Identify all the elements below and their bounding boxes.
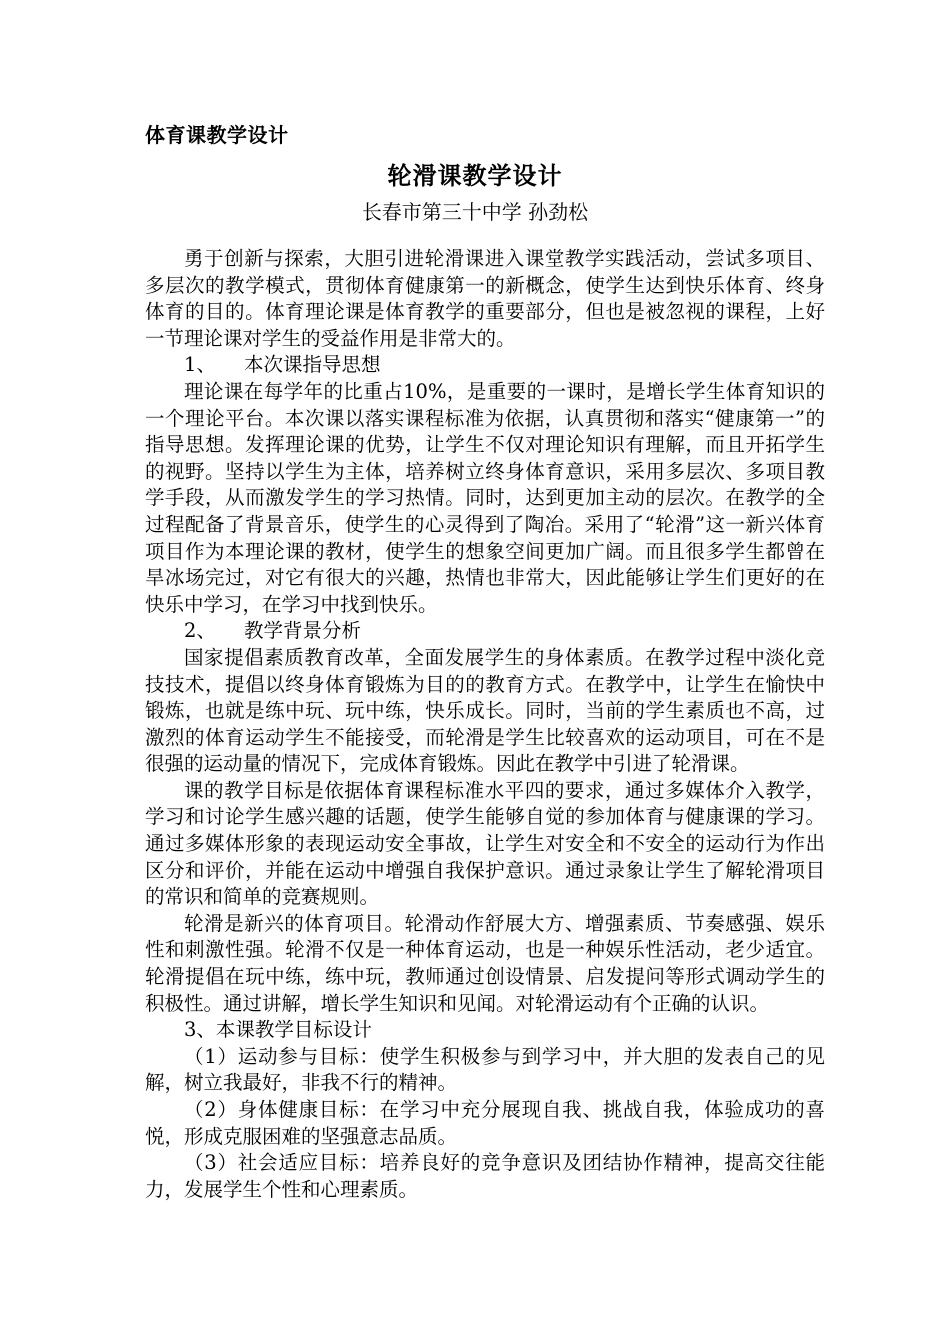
section-1-paragraph: 理论课在每学年的比重占10%，是重要的一课时，是增长学生体育知识的一个理论平台。本次课以落实课程标准为依据，认真贯彻和落实“健康第一”的指导思想。发挥理论课的优势，让学生不仅对理论知识有理解，而且开拓学生的视野。坚持以学生为主体，培养树立终身体育意识，采用多层次、多项目教学手段，从而激发学生的学习热情。同时，达到更加主动的层次。在教学的全过程配备了背景音乐，使学生的心灵得到了陶冶。采用了“轮滑”这一新兴体育项目作为本理论课的教材，使学生的想象空间更加广阔。而且很多学生都曾在旱冰场完过，对它有很大的兴趣，热情也非常大，因此能够让学生们更好的在快乐中学习，在学习中找到快乐。 <box>145 379 825 616</box>
section-2-heading <box>145 618 825 645</box>
intro-paragraph: 勇于创新与探索，大胆引进轮滑课进入课堂教学实践活动，尝试多项目、多层次的教学模式，贯彻体育健康第一的新概念，使学生达到快乐体育、终身体育的目的。体育理论课是体育教学的重要部分，但也是被忽视的课程，上好一节理论课对学生的受益作用是非常大的。 <box>145 247 825 350</box>
section-3-heading: 3、本课教学目标设计 <box>184 1018 372 1042</box>
goal-item: （2）身体健康目标：在学习中充分展现自我、挑战自我，体验成功的喜悦，形成克服困难的坚强意志品质。 <box>145 1098 825 1148</box>
document-title: 轮滑课教学设计 <box>387 161 563 190</box>
document-author: 长春市第三十中学 孙劲松 <box>361 200 589 224</box>
goal-item: （1）运动参与目标：使学生积极参与到学习中，并大胆的发表自己的见解，树立我最好，非我不行的精神。 <box>145 1044 825 1095</box>
section-2-paragraph: 课的教学目标是依据体育课程标准水平四的要求，通过多媒体介入教学，学习和讨论学生感兴趣的话题，使学生能够自觉的参加体育与健康课的学习。通过多媒体形象的表现运动安全事故，让学生对安全和不安全的运动行为作出区分和评价，并能在运动中增强自我保护意识。通过录象让学生了解轮滑项目的常识和简单的竞赛规则。 <box>145 778 825 909</box>
document-body <box>145 246 825 1203</box>
section-2-number: 2、 <box>184 619 216 643</box>
goal-item: （3）社会适应目标：培养良好的竞争意识及团结协作精神，提高交往能力，发展学生个性和心理素质。 <box>145 1151 825 1201</box>
section-1-heading <box>145 352 825 379</box>
document-header: 体育课教学设计 <box>145 123 289 147</box>
section-2-paragraph: 国家提倡素质教育改革，全面发展学生的身体素质。在教学过程中淡化竞技技术，提倡以终身体育锻炼为目的的教育方式。在教学中，让学生在愉快中锻炼，也就是练中玩、玩中练，快乐成长。同时，当前的学生素质也不高，过激烈的体育运动学生不能接受，而轮滑是学生比较喜欢的运动项目，可在不是很强的运动量的情况下，完成体育锻炼。因此在教学中引进了轮滑课。 <box>145 645 825 776</box>
section-1-title: 本次课指导思想 <box>244 353 381 377</box>
section-1-number: 1、 <box>184 353 216 377</box>
section-2-paragraph: 轮滑是新兴的体育项目。轮滑动作舒展大方、增强素质、节奏感强、娱乐性和刺激性强。轮滑不仅是一种体育运动，也是一种娱乐性活动，老少适宜。轮滑提倡在玩中练，练中玩，教师通过创设情景、启发提问等形式调动学生的积极性。通过讲解，增长学生知识和见闻。对轮滑运动有个正确的认识。 <box>145 911 825 1015</box>
section-2-title: 教学背景分析 <box>244 619 362 643</box>
